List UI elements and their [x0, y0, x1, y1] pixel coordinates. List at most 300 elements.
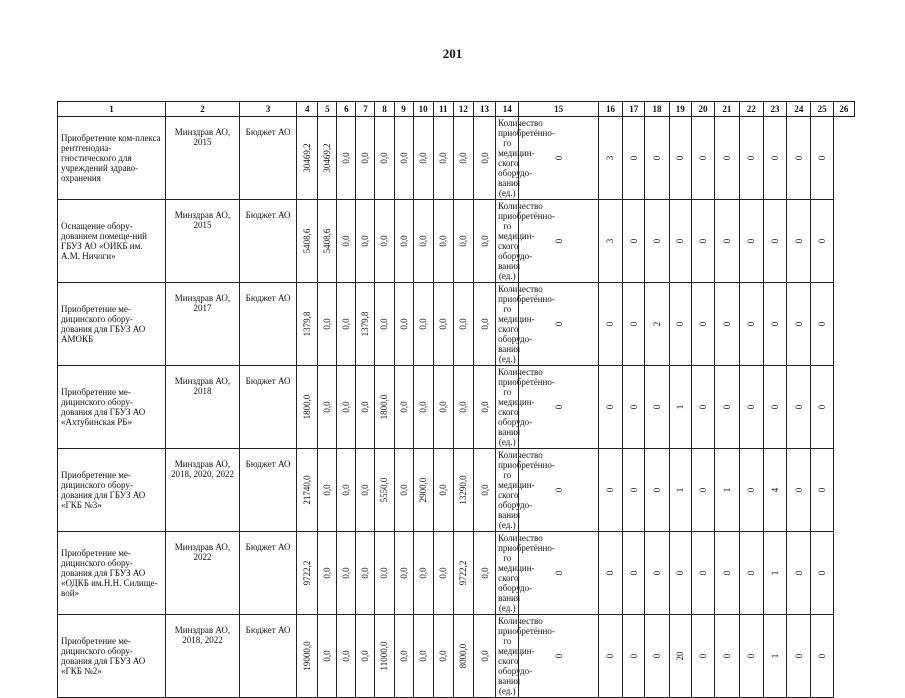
indicator-cell: Количество приобретённо-го медицин-ского оборудо-вания (ед.)	[496, 366, 519, 449]
column-header: 6	[337, 102, 356, 117]
amount-cell-text: 0,0	[438, 235, 449, 247]
page-number: 201	[442, 46, 463, 61]
indicator-value-cell	[645, 117, 669, 200]
indicator-value-cell	[691, 117, 714, 200]
amount-cell-text: 0,0	[458, 318, 469, 330]
column-header: 8	[375, 102, 394, 117]
indicator-value-cell-text: 0	[817, 155, 828, 161]
table-row	[58, 117, 855, 200]
column-header: 26	[833, 102, 854, 117]
table-row	[58, 200, 855, 283]
amount-cell	[433, 283, 453, 366]
indicator-value-cell	[519, 283, 598, 366]
amount-cell	[318, 283, 337, 366]
indicator-value-cell	[715, 283, 739, 366]
amount-cell	[318, 366, 337, 449]
indicator-value-cell-text: 4	[770, 487, 780, 493]
indicator-value-cell	[669, 615, 691, 698]
indicator-value-cell-text: 0	[605, 321, 616, 327]
table-row	[58, 449, 855, 532]
amount-cell-text: 1379,8	[360, 311, 371, 337]
indicator-value-cell	[811, 117, 833, 200]
column-header: 20	[691, 102, 714, 117]
amount-cell-text: 0,0	[458, 152, 469, 164]
amount-cell-text: 0,0	[379, 567, 390, 579]
indicator-value-cell	[623, 449, 645, 532]
amount-cell	[413, 200, 433, 283]
indicator-value-cell	[787, 449, 811, 532]
indicator-value-cell	[811, 366, 833, 449]
amount-cell-text: 0,0	[418, 152, 429, 164]
indicator-value-cell	[739, 283, 763, 366]
indicator-value-cell-text: 0	[793, 155, 804, 161]
amount-cell-text: 0,0	[479, 152, 490, 164]
amount-cell-text: 0,0	[360, 567, 371, 579]
indicator-value-cell	[691, 615, 714, 698]
amount-cell-text: 0,0	[379, 152, 390, 164]
indicator-value-cell-text: 0	[746, 404, 757, 410]
indicator-value-cell-text: 0	[652, 570, 662, 576]
indicator-value-cell-text: 0	[746, 487, 757, 493]
indicator-value-cell-text: 0	[817, 653, 828, 659]
indicator-value-cell-text: 0	[721, 155, 732, 161]
indicator-value-cell	[691, 200, 714, 283]
indicator-value-cell	[645, 200, 669, 283]
indicator-value-cell-text: 0	[628, 238, 639, 244]
indicator-value-cell	[715, 449, 739, 532]
column-header: 5	[318, 102, 337, 117]
column-header: 22	[739, 102, 763, 117]
amount-cell	[318, 532, 337, 615]
indicator-value-cell	[739, 366, 763, 449]
amount-cell-text: 0,0	[360, 650, 371, 662]
indicator-value-cell-text: 0	[698, 487, 709, 493]
amount-cell	[473, 532, 495, 615]
indicator-value-cell-text: 0	[746, 238, 757, 244]
indicator-value-cell-text: 0	[721, 238, 732, 244]
amount-cell	[394, 117, 413, 200]
table-row	[58, 283, 855, 366]
indicator-value-cell-text: 0	[553, 155, 564, 161]
amount-cell	[433, 117, 453, 200]
funding-source-cell: Бюджет АО	[240, 532, 297, 615]
amount-cell-text: 30469,2	[302, 143, 313, 173]
funding-source-cell: Бюджет АО	[240, 117, 297, 200]
indicator-value-cell-text: 0	[605, 487, 616, 493]
measure-name-cell: Приобретение ме-дицинского обору-дования для ГБУЗ АО «ГКБ №2»	[58, 615, 166, 698]
amount-cell	[337, 532, 356, 615]
indicator-value-cell-text: 0	[817, 321, 828, 327]
amount-cell	[453, 532, 473, 615]
column-header: 3	[240, 102, 297, 117]
indicator-value-cell	[623, 283, 645, 366]
measure-name-cell: Приобретение ме-дицинского обору-дования для ГБУЗ АО АМОКБ	[58, 283, 166, 366]
amount-cell-text: 0,0	[438, 401, 449, 413]
amount-cell-text: 0,0	[360, 152, 371, 164]
indicator-value-cell	[763, 117, 786, 200]
amount-cell	[453, 283, 473, 366]
amount-cell	[453, 615, 473, 698]
indicator-value-cell-text: 0	[628, 653, 639, 659]
amount-cell	[394, 449, 413, 532]
indicator-value-cell	[645, 532, 669, 615]
column-header: 25	[811, 102, 833, 117]
indicator-value-cell-text: 0	[817, 404, 828, 410]
indicator-value-cell	[739, 200, 763, 283]
indicator-value-cell	[519, 200, 598, 283]
amount-cell	[356, 200, 375, 283]
indicator-value-cell	[811, 200, 833, 283]
indicator-value-cell	[598, 200, 622, 283]
indicator-value-cell-text: 0	[817, 570, 828, 576]
indicator-value-cell-text: 0	[698, 570, 709, 576]
indicator-value-cell-text: 0	[553, 570, 564, 576]
amount-cell-text: 0,0	[438, 318, 449, 330]
amount-cell-text: 0,0	[360, 401, 371, 413]
amount-cell	[473, 366, 495, 449]
amount-cell-text: 0,0	[418, 235, 429, 247]
amount-cell-text: 0,0	[398, 318, 409, 330]
indicator-value-cell	[598, 117, 622, 200]
customer-cell: Минздрав АО, 2018, 2022	[165, 615, 239, 698]
table-row	[58, 532, 855, 615]
indicator-value-cell	[691, 366, 714, 449]
amount-cell-text: 0,0	[438, 567, 449, 579]
indicator-value-cell	[739, 117, 763, 200]
amount-cell	[375, 366, 394, 449]
indicator-value-cell	[787, 200, 811, 283]
column-header: 24	[787, 102, 811, 117]
indicator-value-cell-text: 0	[793, 321, 804, 327]
table-row	[58, 615, 855, 698]
indicator-value-cell-text: 2	[652, 321, 662, 327]
amount-cell	[375, 532, 394, 615]
amount-cell-text: 0,0	[438, 650, 449, 662]
amount-cell-text: 0,0	[398, 650, 409, 662]
indicator-value-cell	[598, 366, 622, 449]
indicator-value-cell	[763, 366, 786, 449]
amount-cell	[356, 615, 375, 698]
indicator-cell: Количество приобретённо-го медицин-ского оборудо-вания (ед.)	[496, 615, 519, 698]
amount-cell	[297, 366, 318, 449]
customer-cell: Минздрав АО, 2018, 2020, 2022	[165, 449, 239, 532]
indicator-value-cell-text: 0	[553, 487, 564, 493]
indicator-value-cell-text: 0	[675, 155, 686, 161]
indicator-value-cell	[669, 532, 691, 615]
measure-name-cell: Приобретение ме-дицинского обору-дования для ГБУЗ АО «ОДКБ им.Н.Н. Силище-вой»	[58, 532, 166, 615]
amount-cell	[413, 615, 433, 698]
amount-cell-text: 5550,0	[379, 477, 390, 503]
amount-cell-text: 0,0	[360, 484, 371, 496]
column-header: 18	[645, 102, 669, 117]
indicator-value-cell-text: 20	[675, 651, 686, 661]
indicator-value-cell	[669, 449, 691, 532]
indicator-value-cell	[598, 532, 622, 615]
funding-source-cell: Бюджет АО	[240, 200, 297, 283]
amount-cell	[394, 532, 413, 615]
amount-cell-text: 0,0	[398, 235, 409, 247]
indicator-value-cell-text: 0	[793, 404, 804, 410]
indicator-value-cell-text: 0	[698, 238, 709, 244]
indicator-value-cell-text: 0	[628, 321, 639, 327]
indicator-value-cell-text: 0	[652, 653, 662, 659]
indicator-value-cell-text: 0	[746, 570, 757, 576]
indicator-value-cell-text: 1	[675, 487, 686, 493]
amount-cell	[433, 449, 453, 532]
indicator-value-cell	[623, 366, 645, 449]
indicator-value-cell	[811, 615, 833, 698]
indicator-value-cell-text: 1	[675, 404, 686, 410]
amount-cell	[453, 449, 473, 532]
amount-cell-text: 0,0	[438, 484, 449, 496]
indicator-value-cell	[763, 449, 786, 532]
amount-cell-text: 5408,6	[322, 228, 333, 254]
indicator-value-cell	[645, 449, 669, 532]
indicator-value-cell-text: 0	[628, 404, 639, 410]
amount-cell	[433, 615, 453, 698]
amount-cell-text: 9722,2	[302, 560, 313, 586]
amount-cell-text: 0,0	[360, 235, 371, 247]
amount-cell	[375, 283, 394, 366]
amount-cell-text: 0,0	[341, 567, 352, 579]
amount-cell-text: 21740,0	[302, 475, 313, 505]
amount-cell	[413, 283, 433, 366]
amount-cell	[413, 532, 433, 615]
amount-cell	[394, 283, 413, 366]
column-header: 21	[715, 102, 739, 117]
indicator-value-cell-text: 0	[553, 404, 564, 410]
indicator-value-cell-text: 0	[698, 653, 709, 659]
funding-source-cell: Бюджет АО	[240, 615, 297, 698]
amount-cell-text: 0,0	[479, 235, 490, 247]
indicator-value-cell-text: 0	[770, 404, 780, 410]
column-header: 17	[623, 102, 645, 117]
indicator-value-cell	[715, 615, 739, 698]
amount-cell-text: 1379,8	[302, 311, 313, 337]
indicator-value-cell	[787, 366, 811, 449]
amount-cell-text: 9722,2	[458, 560, 469, 586]
indicator-value-cell-text: 0	[605, 404, 616, 410]
amount-cell	[413, 366, 433, 449]
indicator-value-cell	[519, 532, 598, 615]
amount-cell	[413, 117, 433, 200]
amount-cell	[337, 449, 356, 532]
customer-cell: Минздрав АО, 2015	[165, 117, 239, 200]
indicator-value-cell	[739, 532, 763, 615]
amount-cell	[375, 117, 394, 200]
indicator-cell: Количество приобретённо-го медицин-ского оборудо-вания (ед.)	[496, 117, 519, 200]
amount-cell-text: 0,0	[458, 401, 469, 413]
indicator-value-cell-text: 0	[628, 155, 639, 161]
indicator-value-cell	[691, 449, 714, 532]
indicator-value-cell	[811, 532, 833, 615]
table-row	[58, 366, 855, 449]
indicator-value-cell	[598, 283, 622, 366]
amount-cell-text: 0,0	[379, 318, 390, 330]
amount-cell	[297, 449, 318, 532]
amount-cell	[473, 449, 495, 532]
amount-cell-text: 0,0	[322, 318, 333, 330]
indicator-value-cell-text: 0	[553, 321, 564, 327]
amount-cell-text: 0,0	[398, 567, 409, 579]
indicator-value-cell-text: 0	[770, 238, 780, 244]
amount-cell-text: 0,0	[341, 650, 352, 662]
amount-cell	[394, 200, 413, 283]
amount-cell-text: 0,0	[379, 235, 390, 247]
indicator-value-cell-text: 3	[605, 238, 616, 244]
amount-cell	[297, 200, 318, 283]
amount-cell-text: 0,0	[418, 567, 429, 579]
amount-cell-text: 1800,0	[302, 394, 313, 420]
indicator-value-cell	[519, 366, 598, 449]
amount-cell	[337, 200, 356, 283]
amount-cell	[453, 117, 473, 200]
column-header: 12	[453, 102, 473, 117]
indicator-value-cell-text: 0	[746, 653, 757, 659]
amount-cell	[337, 117, 356, 200]
amount-cell-text: 0,0	[341, 401, 352, 413]
amount-cell-text: 0,0	[418, 401, 429, 413]
indicator-value-cell	[645, 366, 669, 449]
indicator-value-cell	[669, 200, 691, 283]
amount-cell-text: 0,0	[479, 650, 490, 662]
indicator-value-cell	[787, 117, 811, 200]
amount-cell	[375, 200, 394, 283]
measure-name-cell: Оснащение обору-дованием помеще-ний ГБУЗ АО «ОИКБ им. А.М. Ничоги»	[58, 200, 166, 283]
amount-cell	[318, 200, 337, 283]
indicator-value-cell-text: 0	[675, 321, 686, 327]
indicator-value-cell-text: 0	[793, 238, 804, 244]
indicator-value-cell-text: 0	[770, 155, 780, 161]
amount-cell	[337, 615, 356, 698]
indicator-value-cell	[623, 532, 645, 615]
column-header: 10	[413, 102, 433, 117]
amount-cell-text: 0,0	[398, 401, 409, 413]
indicator-value-cell	[787, 283, 811, 366]
amount-cell-text: 0,0	[479, 484, 490, 496]
column-header: 19	[669, 102, 691, 117]
indicator-value-cell-text: 0	[746, 155, 757, 161]
column-header: 16	[598, 102, 622, 117]
amount-cell	[297, 283, 318, 366]
column-header: 4	[297, 102, 318, 117]
indicator-value-cell	[811, 449, 833, 532]
column-header: 14	[496, 102, 519, 117]
customer-cell: Минздрав АО, 2022	[165, 532, 239, 615]
indicator-value-cell	[691, 532, 714, 615]
indicator-cell: Количество приобретённо-го медицин-ского оборудо-вания (ед.)	[496, 532, 519, 615]
amount-cell	[297, 532, 318, 615]
indicator-value-cell	[519, 117, 598, 200]
indicator-value-cell-text: 1	[770, 653, 780, 659]
column-header: 23	[763, 102, 786, 117]
amount-cell	[473, 615, 495, 698]
amount-cell	[318, 449, 337, 532]
indicator-value-cell-text: 0	[652, 404, 662, 410]
indicator-value-cell	[739, 449, 763, 532]
amount-cell	[297, 615, 318, 698]
amount-cell-text: 13290,0	[458, 475, 469, 505]
indicator-value-cell-text: 1	[770, 570, 780, 576]
amount-cell	[413, 449, 433, 532]
indicator-value-cell-text: 1	[721, 487, 732, 493]
amount-cell-text: 0,0	[479, 318, 490, 330]
amount-cell	[433, 200, 453, 283]
amount-cell	[375, 449, 394, 532]
indicator-value-cell-text: 0	[652, 487, 662, 493]
indicator-value-cell-text: 0	[770, 321, 780, 327]
amount-cell	[433, 366, 453, 449]
indicator-value-cell	[645, 615, 669, 698]
indicator-value-cell	[811, 283, 833, 366]
column-header: 2	[165, 102, 239, 117]
amount-cell-text: 0,0	[341, 235, 352, 247]
indicator-value-cell-text: 0	[817, 487, 828, 493]
amount-cell	[473, 283, 495, 366]
amount-cell	[356, 449, 375, 532]
funding-source-cell: Бюджет АО	[240, 283, 297, 366]
indicator-value-cell-text: 0	[746, 321, 757, 327]
funding-source-cell: Бюджет АО	[240, 366, 297, 449]
amount-cell-text: 0,0	[479, 401, 490, 413]
indicator-value-cell	[623, 200, 645, 283]
amount-cell	[318, 615, 337, 698]
amount-cell	[473, 200, 495, 283]
indicator-value-cell-text: 0	[628, 570, 639, 576]
indicator-value-cell-text: 0	[721, 321, 732, 327]
amount-cell-text: 8000,0	[458, 643, 469, 669]
indicator-value-cell-text: 0	[675, 238, 686, 244]
indicator-value-cell-text: 0	[675, 570, 686, 576]
indicator-cell: Количество приобретённо-го медицин-ского оборудо-вания (ед.)	[496, 449, 519, 532]
indicator-value-cell-text: 0	[553, 238, 564, 244]
indicator-value-cell	[763, 615, 786, 698]
customer-cell: Минздрав АО, 2015	[165, 200, 239, 283]
indicator-value-cell-text: 0	[628, 487, 639, 493]
indicator-value-cell	[787, 615, 811, 698]
indicator-value-cell	[598, 615, 622, 698]
indicator-cell: Количество приобретённо-го медицин-ского оборудо-вания (ед.)	[496, 283, 519, 366]
program-table	[57, 101, 855, 698]
amount-cell-text: 0,0	[322, 401, 333, 413]
amount-cell-text: 5408,6	[302, 228, 313, 254]
amount-cell-text: 1800,0	[379, 394, 390, 420]
amount-cell	[356, 283, 375, 366]
indicator-value-cell	[787, 532, 811, 615]
header-row	[58, 102, 855, 117]
indicator-value-cell	[519, 615, 598, 698]
indicator-value-cell	[623, 117, 645, 200]
amount-cell-text: 0,0	[341, 318, 352, 330]
amount-cell	[356, 532, 375, 615]
amount-cell-text: 0,0	[398, 484, 409, 496]
indicator-value-cell	[715, 532, 739, 615]
amount-cell-text: 0,0	[418, 318, 429, 330]
indicator-value-cell	[715, 117, 739, 200]
amount-cell	[453, 200, 473, 283]
amount-cell-text: 0,0	[322, 484, 333, 496]
amount-cell	[297, 117, 318, 200]
amount-cell	[337, 366, 356, 449]
indicator-value-cell-text: 0	[698, 404, 709, 410]
column-header: 7	[356, 102, 375, 117]
column-header: 11	[433, 102, 453, 117]
amount-cell-text: 0,0	[479, 567, 490, 579]
indicator-value-cell	[763, 200, 786, 283]
amount-cell	[394, 366, 413, 449]
indicator-value-cell-text: 0	[721, 653, 732, 659]
indicator-value-cell	[669, 117, 691, 200]
